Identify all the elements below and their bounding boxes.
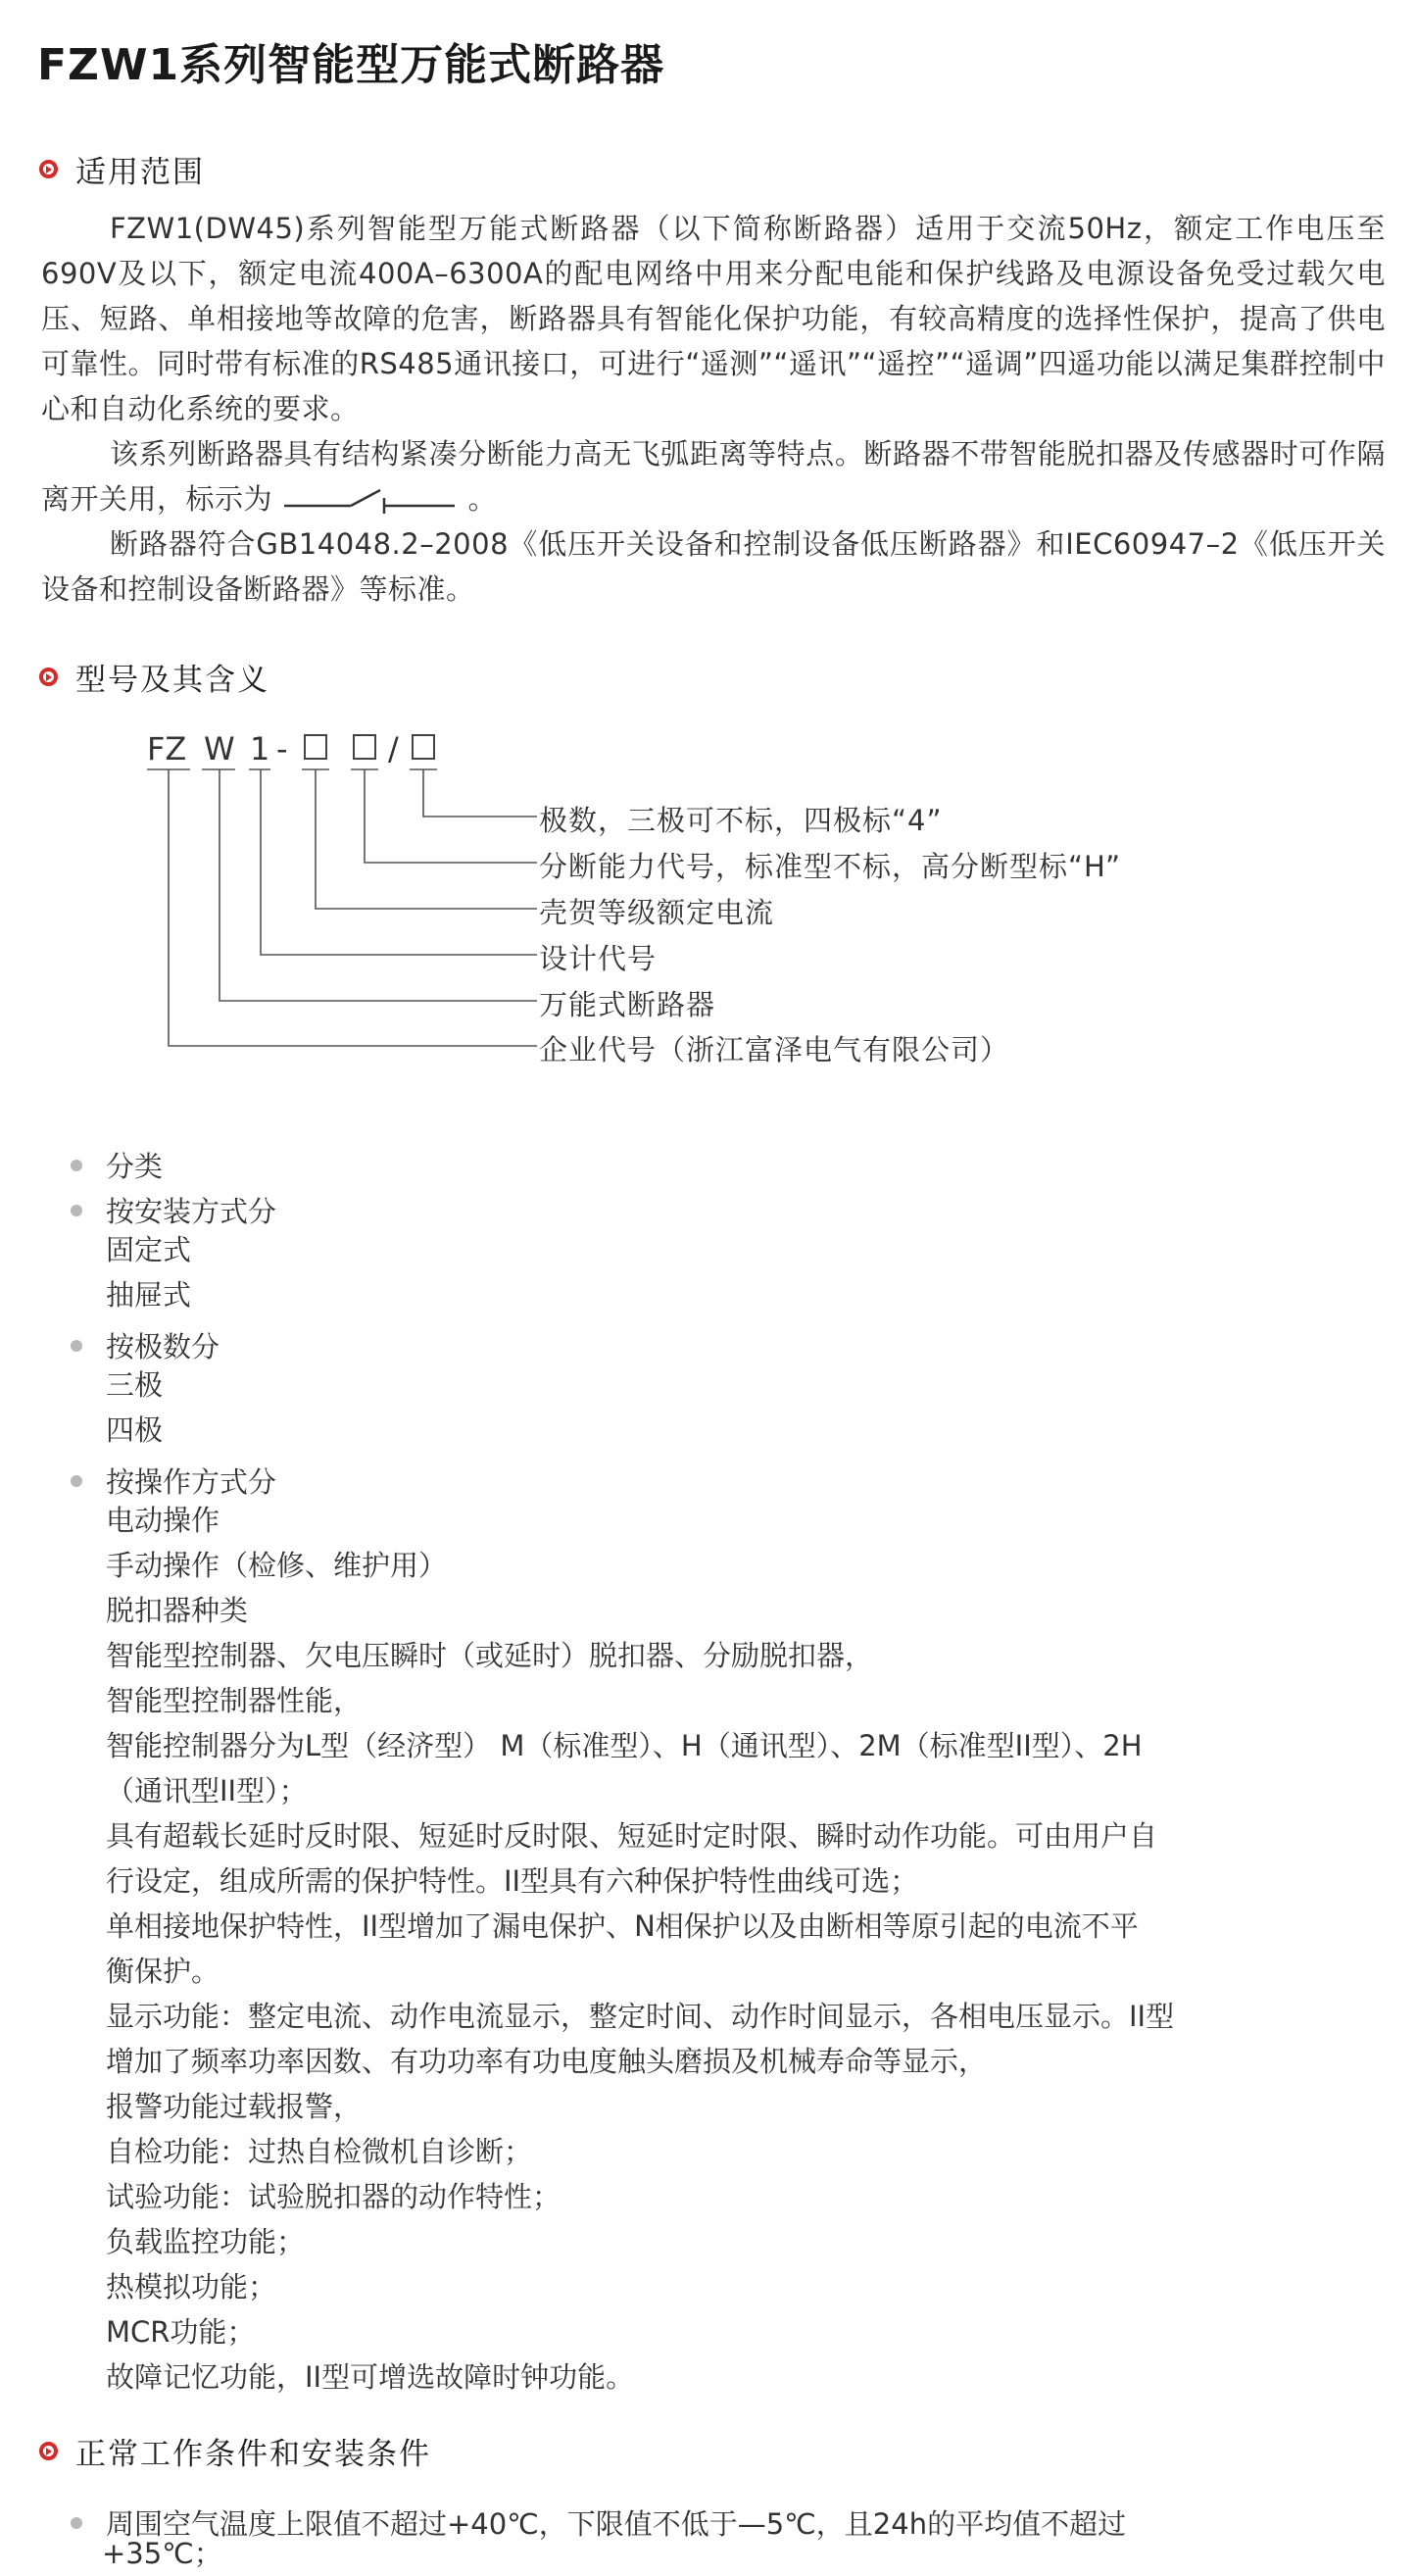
- list-item: [71, 1145, 163, 1185]
- scope-paragraph-3: 断路器符合GB14048.2–2008《低压开关设备和控制设备低压断路器》和IEC60947–2《低压开关设备和控制设备断路器》等标准。: [41, 527, 1386, 606]
- list-item: [71, 1325, 220, 1365]
- section-conditions-title: 正常工作条件和安装条件: [75, 2436, 431, 2472]
- scope-paragraph-2: [41, 431, 1386, 521]
- list-subitem: 显示功能：整定电流、动作电流显示，整定时间、动作时间显示，各相电压显示。II型: [106, 2000, 1175, 2033]
- model-label-design-code: 设计代号: [539, 942, 658, 975]
- model-code-1: 1: [250, 730, 270, 768]
- list-subitem: MCR功能；: [106, 2315, 256, 2349]
- model-code-w: W: [204, 730, 235, 768]
- list-subitem: 负载监控功能；: [106, 2225, 306, 2258]
- list-subitem: 四极: [106, 1413, 164, 1447]
- list-subitem: 固定式: [106, 1233, 192, 1266]
- section-model-heading: [39, 655, 269, 698]
- model-code-dash: -: [276, 730, 288, 768]
- list-subitem: 智能型控制器、欠电压瞬时（或延时）脱扣器、分励脱扣器，: [106, 1639, 874, 1672]
- list-subitem: 抽屉式: [106, 1278, 192, 1312]
- scope-paragraph-2-text: 该系列断路器具有结构紧凑分断能力高无飞弧距离等特点。断路器不带智能脱扣器及传感器时可作隔离开关用，标示为: [41, 437, 1386, 516]
- list-subitem: 增加了频率功率因数、有功功率有功电度触头磨损及机械寿命等显示，: [106, 2045, 988, 2078]
- bullet-text: 按安装方式分: [106, 1195, 277, 1228]
- model-label-poles: 极数，三极可不标，四极标“4”: [539, 804, 943, 837]
- list-subitem: 报警功能过载报警，: [106, 2090, 363, 2123]
- scope-paragraph-1: FZW1(DW45)系列智能型万能式断路器（以下简称断路器）适用于交流50Hz，额定工作电压至690V及以下，额定电流400A–6300A的配电网络中用来分配电能和保护线路及电源设备免受过载欠电压、短路、单相接地等故障的危害，断路器具有智能化保护功能，有较高精度的选择性保护，提高了供电可靠性。同时带有标准的RS485通讯接口，可进行“遥测”“遥讯”“遥控”“遥调”四遥功能以满足集群控制中心和自动化系统的要求。: [41, 212, 1386, 425]
- model-label-company-code: 企业代号（浙江富泽电气有限公司）: [539, 1033, 1010, 1066]
- section-conditions-heading: [39, 2429, 431, 2472]
- list-subitem: +35℃；: [102, 2537, 222, 2570]
- model-code-fz: FZ: [147, 730, 187, 768]
- page-title: FZW1系列智能型万能式断路器: [37, 40, 665, 90]
- list-subitem: 自检功能：过热自检微机自诊断；: [106, 2135, 533, 2168]
- list-subitem: 智能型控制器性能，: [106, 1684, 363, 1717]
- bullet-dot-icon: [71, 2517, 82, 2529]
- bullet-dot-icon: [71, 1205, 82, 1216]
- model-connector-lines: [147, 730, 539, 1064]
- section-marker-icon: [39, 668, 58, 686]
- section-model-title: 型号及其含义: [75, 662, 269, 698]
- section-scope-title: 适用范围: [75, 154, 205, 190]
- isolator-switch-symbol-icon: [282, 484, 459, 518]
- bullet-text: 分类: [106, 1150, 164, 1183]
- list-subitem: 热模拟功能；: [106, 2270, 277, 2304]
- list-subitem: 具有超载长延时反时限、短延时反时限、短延时定时限、瞬时动作功能。可由用户自: [106, 1819, 1158, 1853]
- bullet-dot-icon: [71, 1160, 82, 1171]
- bullet-text: 按极数分: [106, 1330, 220, 1363]
- list-item: [71, 1461, 276, 1501]
- model-label-breaking-capacity: 分断能力代号，标准型不标，高分断型标“H”: [539, 850, 1121, 883]
- scope-paragraph-2-end: 。: [467, 482, 497, 516]
- bullet-text: 周围空气温度上限值不超过+40℃，下限值不低于—5℃，且24h的平均值不超过: [106, 2507, 1127, 2541]
- section-scope-heading: [39, 147, 205, 190]
- list-subitem: 智能控制器分为L型（经济型） M（标准型）、H（通讯型）、2M（标准型II型）、2H: [106, 1729, 1143, 1762]
- list-subitem: 试验功能：试验脱扣器的动作特性；: [106, 2180, 562, 2213]
- bullet-dot-icon: [71, 1340, 82, 1352]
- model-label-rated-current: 壳贺等级额定电流: [539, 896, 775, 929]
- list-subitem: 单相接地保护特性，II型增加了漏电保护、N相保护以及由断相等原引起的电流不平: [106, 1909, 1139, 1943]
- list-subitem: 电动操作: [106, 1504, 220, 1537]
- model-code-slash: /: [388, 730, 399, 768]
- list-item: [71, 1190, 276, 1230]
- list-subitem: 故障记忆功能，II型可增选故障时钟功能。: [106, 2360, 635, 2394]
- list-subitem: 衡保护。: [106, 1955, 220, 1988]
- section-marker-icon: [39, 160, 58, 178]
- section-marker-icon: [39, 2442, 58, 2460]
- list-subitem: 行设定，组成所需的保护特性。II型具有六种保护特性曲线可选；: [106, 1864, 919, 1898]
- list-subitem: 脱扣器种类: [106, 1594, 249, 1627]
- model-label-universal-breaker: 万能式断路器: [539, 988, 716, 1021]
- model-code-diagram: [147, 730, 1127, 1064]
- list-subitem: 手动操作（检修、维护用）: [106, 1549, 448, 1582]
- bullet-dot-icon: [71, 1475, 82, 1487]
- list-subitem: 三极: [106, 1368, 164, 1402]
- bullet-text: 按操作方式分: [106, 1465, 277, 1499]
- list-subitem: （通讯型II型）；: [106, 1774, 308, 1808]
